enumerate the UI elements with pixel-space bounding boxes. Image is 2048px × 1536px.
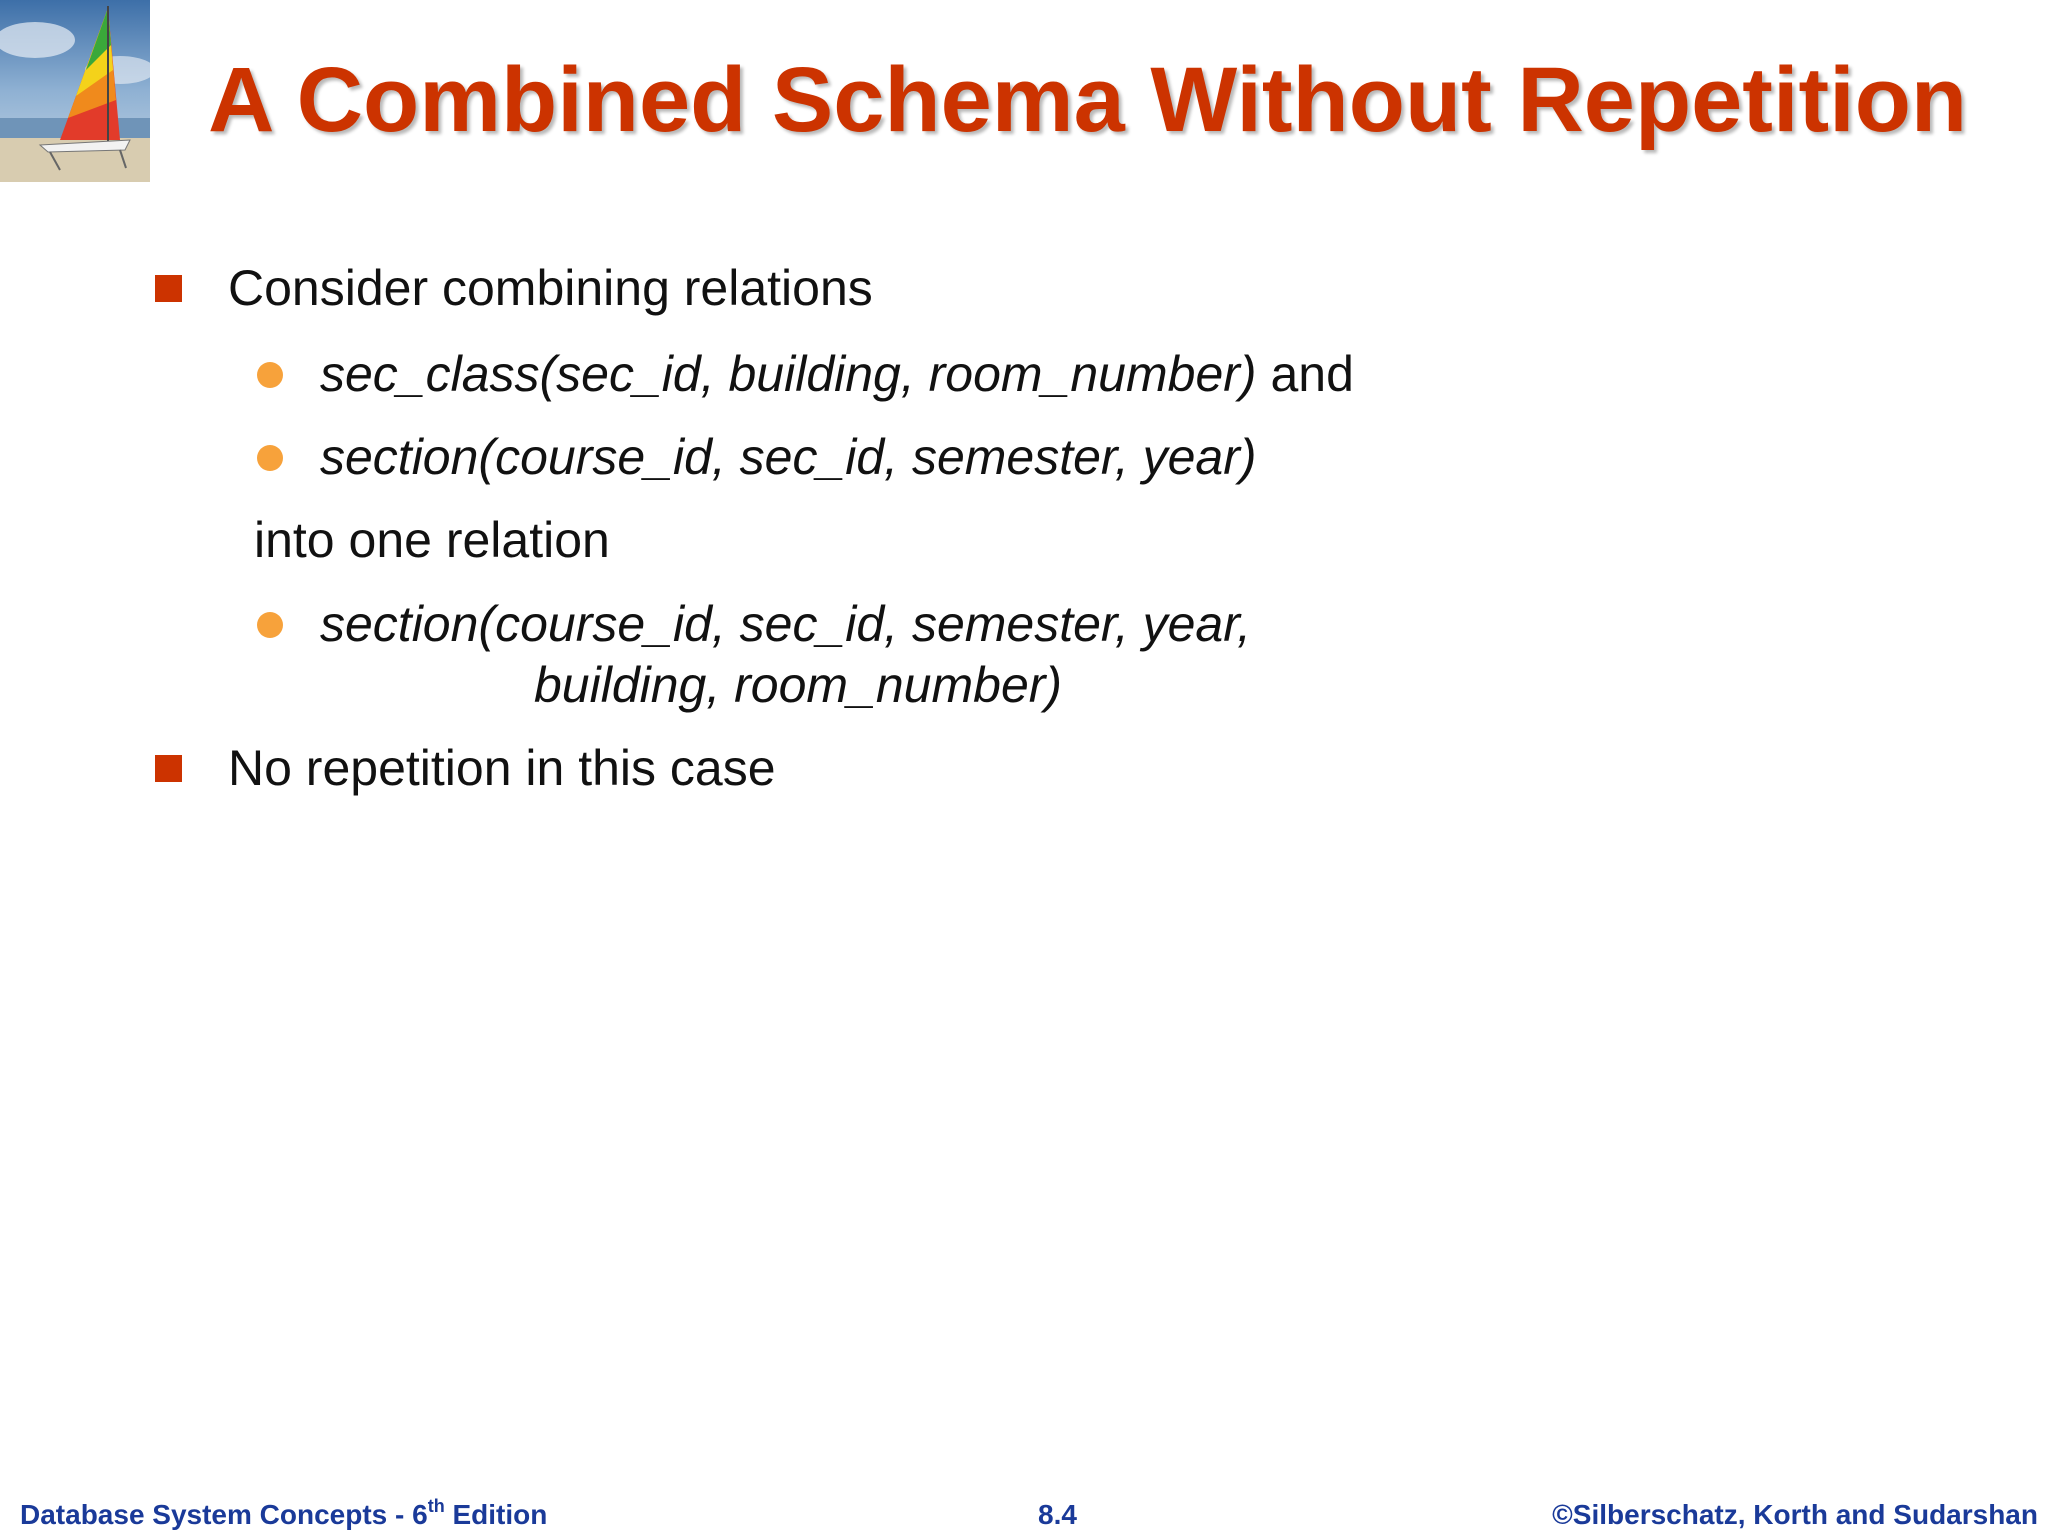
footer-page-number: 8.4: [1038, 1499, 1077, 1530]
bullet-combined-section-continuation: building, room_number): [534, 657, 1063, 713]
round-bullet-icon: [257, 445, 283, 471]
bullet-section: [320, 427, 1257, 487]
square-bullet-icon: [155, 275, 182, 302]
relation-sec-class: sec_class(sec_id, building, room_number): [320, 346, 1257, 402]
bullet-consider: Consider combining relations: [228, 260, 873, 316]
bullet-sec-class: sec_class(sec_id, building, room_number) and: [320, 346, 1354, 402]
round-bullet-icon: [257, 362, 283, 388]
text-into-one-relation: into one relation: [254, 512, 610, 568]
bullet-no-repetition: No repetition in this case: [228, 740, 776, 796]
footer-book-title: Database System Concepts - 6th Edition: [20, 1496, 548, 1530]
relation-combined-section: section(course_id, sec_id, semester, year,: [320, 596, 1252, 652]
footer-copyright: ©Silberschatz, Korth and Sudarshan: [1552, 1499, 2038, 1530]
square-bullet-icon: [155, 755, 182, 782]
relation-section: section(course_id, sec_id, semester, year): [320, 429, 1257, 485]
slide-title: A Combined Schema Without Repetition: [208, 49, 1968, 151]
bullet-combined-section: [320, 594, 1251, 654]
round-bullet-icon: [257, 612, 283, 638]
